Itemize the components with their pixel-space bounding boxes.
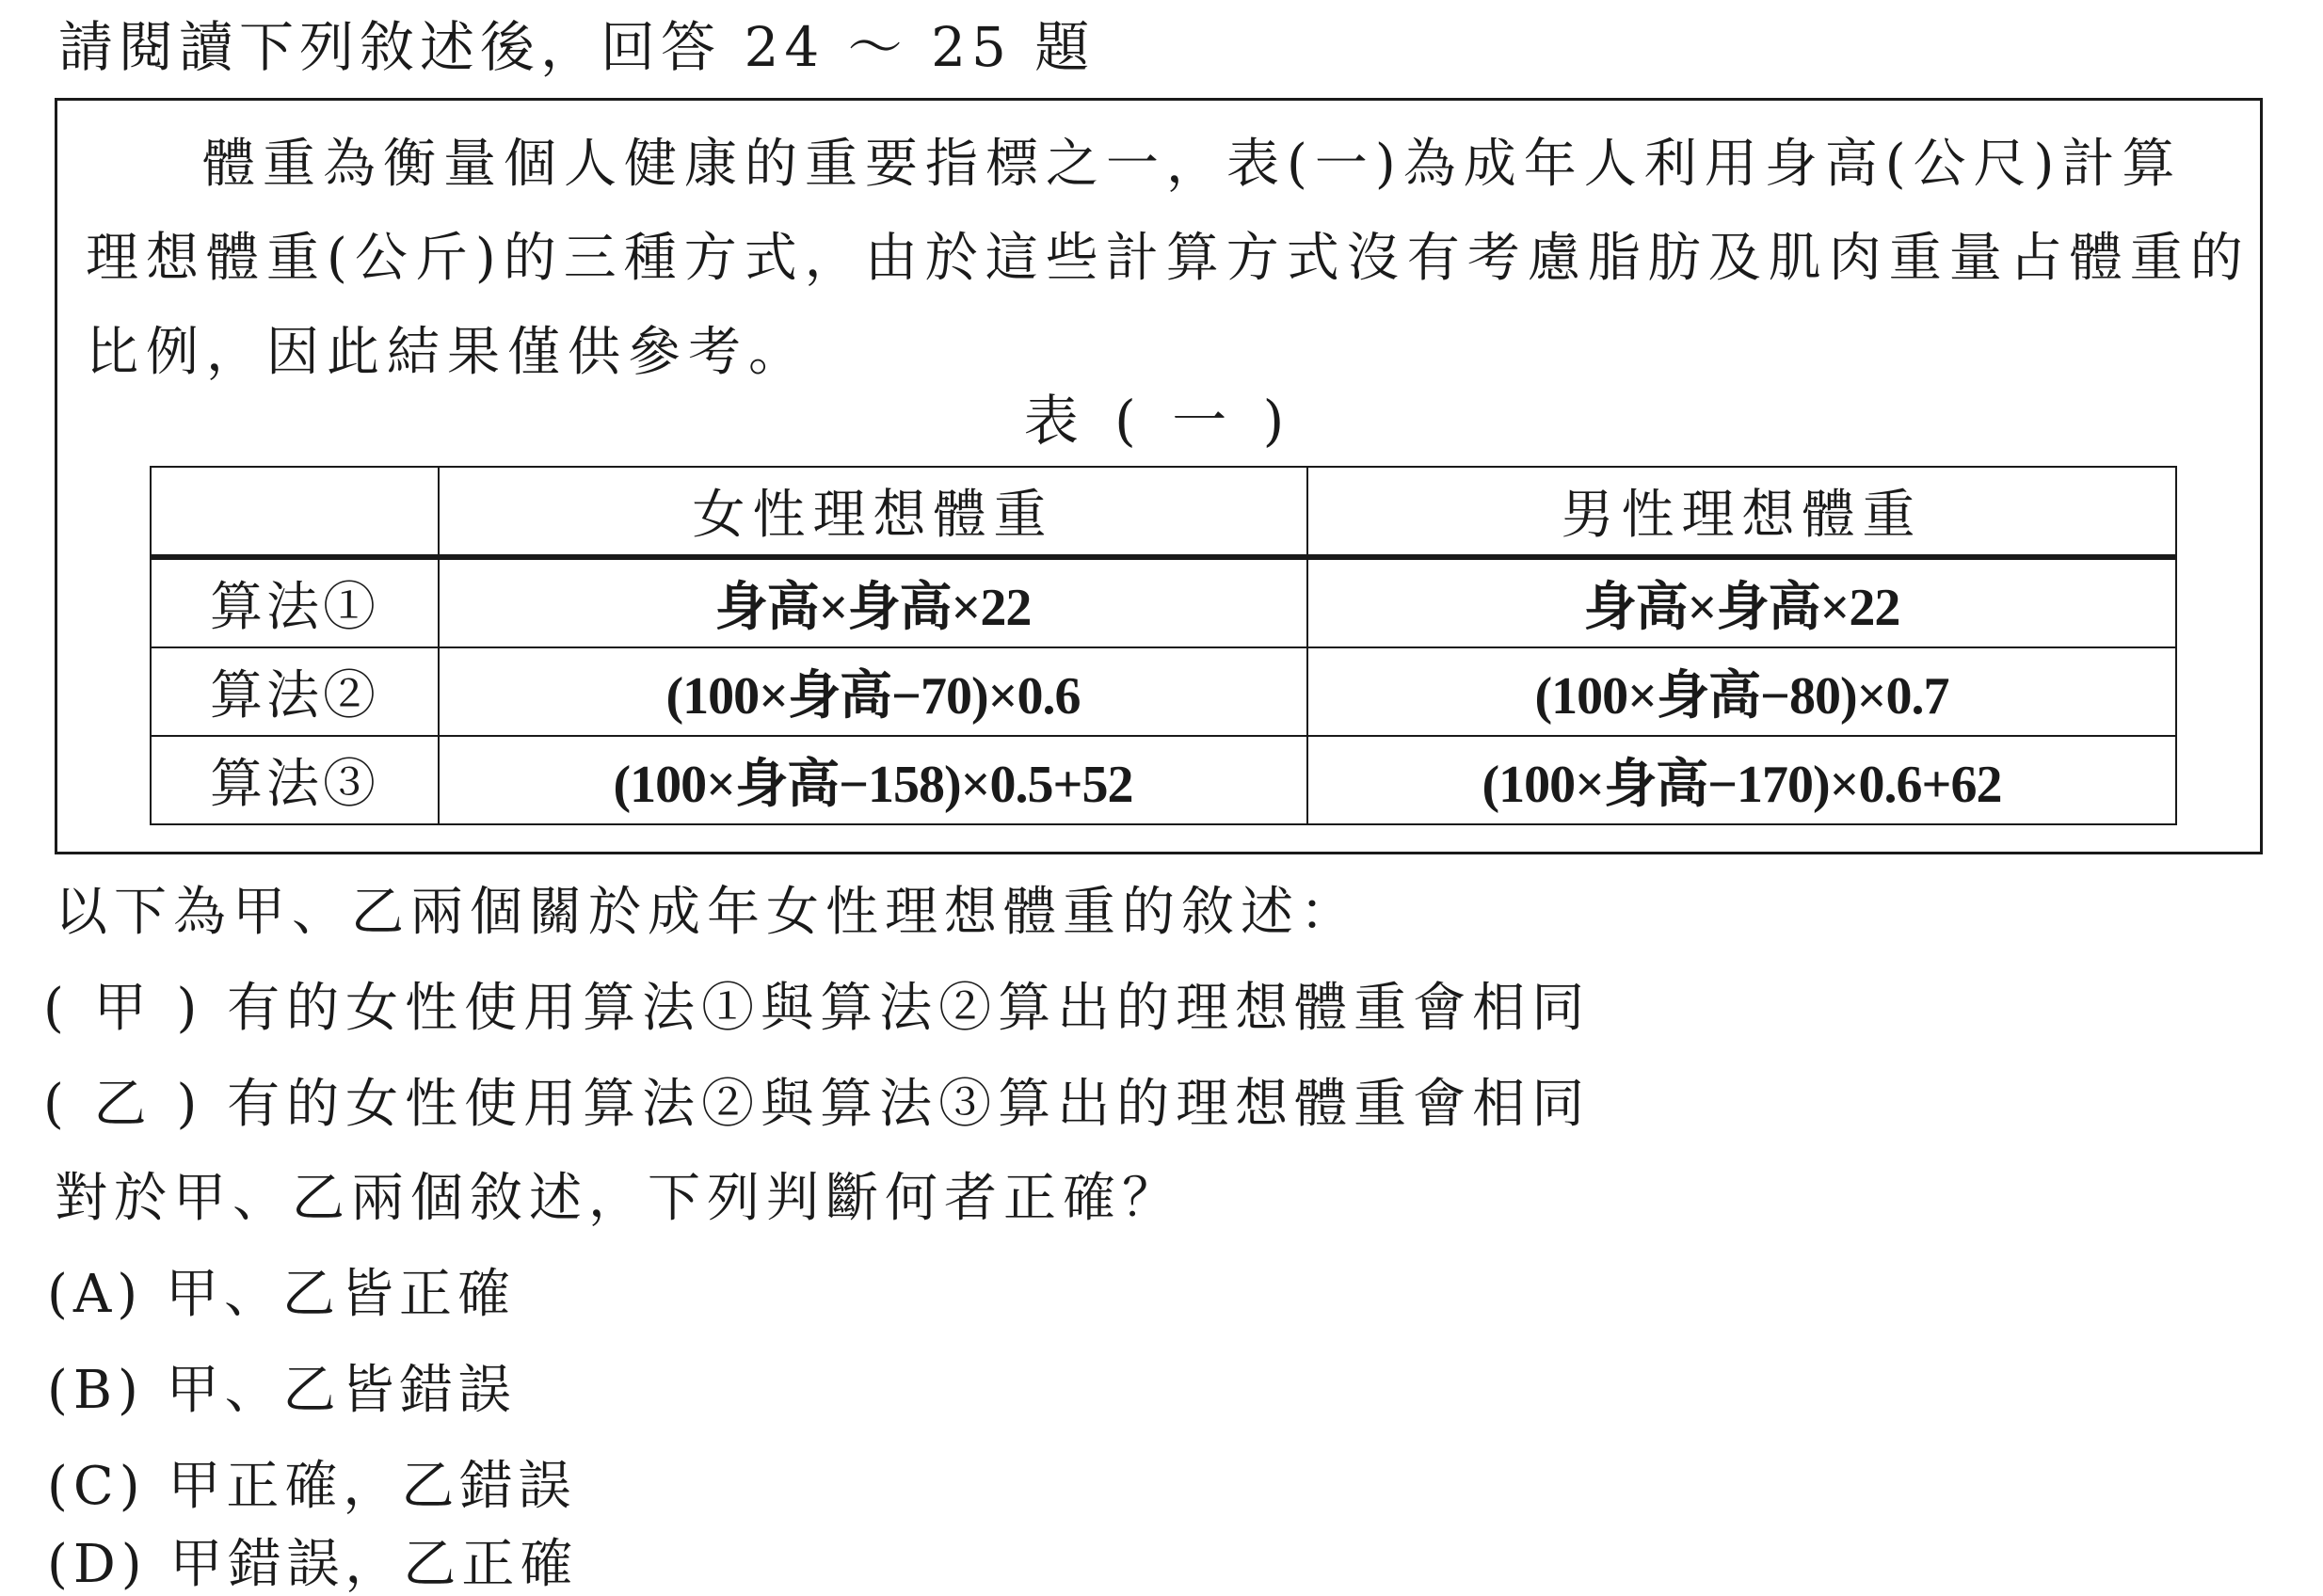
male-formula: (100×身高−170)×0.6+62 bbox=[1307, 736, 2176, 824]
statement-jia: ( 甲 ) 有的女性使用算法①與算法②算出的理想體重會相同 bbox=[43, 978, 1592, 1039]
male-formula: 身高×身高×22 bbox=[1307, 557, 2176, 647]
table-header-male: 男性理想體重 bbox=[1307, 467, 2176, 557]
table-row bbox=[151, 647, 2176, 736]
passage-paragraph bbox=[86, 118, 2251, 400]
option-d[interactable]: (D) 甲錯誤，乙正確 bbox=[47, 1534, 579, 1595]
option-c[interactable]: (C) 甲正確，乙錯誤 bbox=[47, 1456, 577, 1517]
method-label: 算法③ bbox=[151, 736, 439, 824]
question-stem: 對於甲、乙兩個敘述，下列判斷何者正確？ bbox=[55, 1168, 1181, 1229]
method-label: 算法② bbox=[151, 647, 439, 736]
method-label: 算法① bbox=[151, 557, 439, 647]
question-group-intro: 請閱讀下列敘述後，回答 24 ～ 25 題 bbox=[58, 15, 1096, 79]
female-formula: 身高×身高×22 bbox=[439, 557, 1307, 647]
passage-line: 理想體重(公斤)的三種方式，由於這些計算方式沒有考慮脂肪及肌肉重量占體重的 bbox=[86, 228, 2251, 289]
option-b[interactable]: (B) 甲、乙皆錯誤 bbox=[47, 1360, 517, 1421]
table-header-corner bbox=[151, 467, 439, 557]
statement-yi: ( 乙 ) 有的女性使用算法②與算法③算出的理想體重會相同 bbox=[43, 1074, 1592, 1135]
table-header-row bbox=[151, 467, 2176, 557]
passage-line: 比例，因此結果僅供參考。 bbox=[86, 322, 809, 383]
table-row bbox=[151, 557, 2176, 647]
table-header-female: 女性理想體重 bbox=[439, 467, 1307, 557]
passage-line: 體重為衡量個人健康的重要指標之一，表(一)為成年人利用身高(公尺)計算 bbox=[202, 134, 2183, 195]
table-caption: 表 ( 一 ) bbox=[1023, 389, 1294, 453]
passage-box bbox=[55, 98, 2263, 854]
statements-lead: 以下為甲、乙兩個關於成年女性理想體重的敘述： bbox=[55, 882, 1359, 943]
female-formula: (100×身高−70)×0.6 bbox=[439, 647, 1307, 736]
male-formula: (100×身高−80)×0.7 bbox=[1307, 647, 2176, 736]
option-a[interactable]: (A) 甲、乙皆正確 bbox=[47, 1264, 516, 1325]
ideal-weight-table bbox=[150, 466, 2177, 825]
female-formula: (100×身高−158)×0.5+52 bbox=[439, 736, 1307, 824]
table-row bbox=[151, 736, 2176, 824]
